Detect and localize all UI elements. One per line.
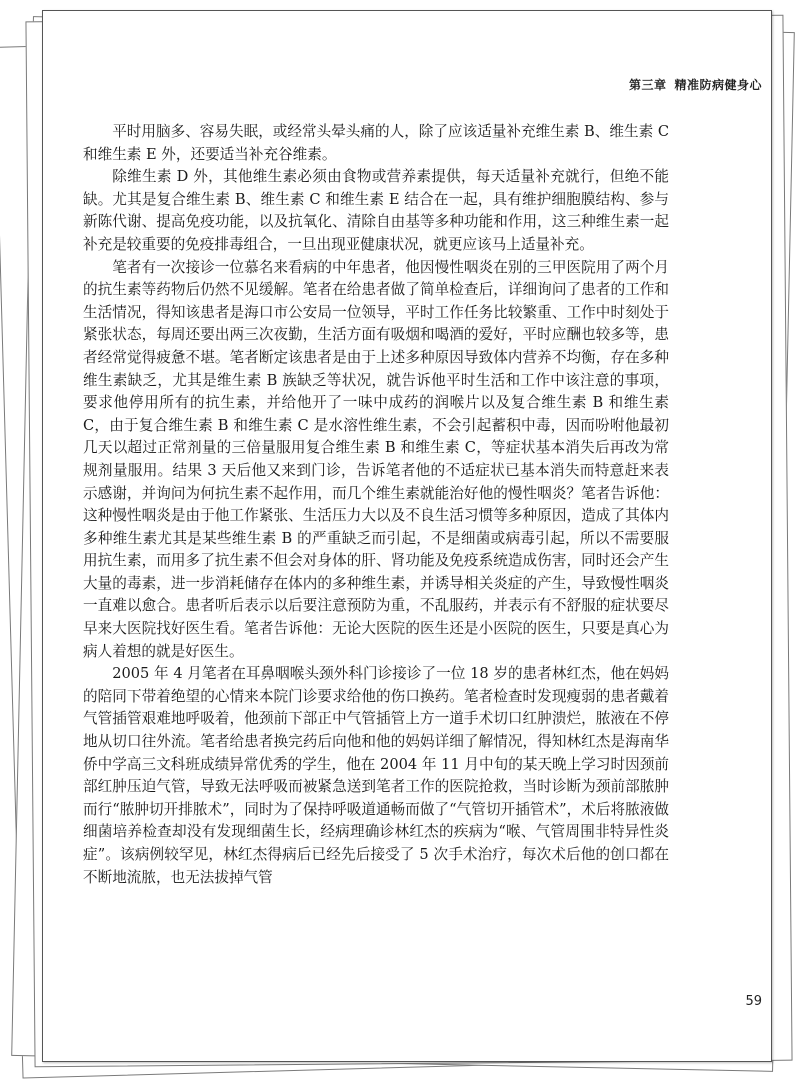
page-body	[83, 121, 669, 889]
paragraph: 平时用脑多、容易失眠，或经常头晕头痛的人，除了应该适量补充维生素 B、维生素 C 和维生素 E 外，还要适当补充谷维素。	[83, 123, 669, 163]
chapter-title: 精准防病健身心	[674, 78, 762, 92]
page-number: 59	[745, 994, 762, 1009]
chapter-number: 第三章	[628, 78, 667, 92]
paragraph: 笔者有一次接诊一位慕名来看病的中年患者，他因慢性咽炎在别的三甲医院用了两个月的抗生素等药物后仍然不见缓解。笔者在给患者做了简单检查后，详细询问了患者的工作和生活情况，得知该患者是海口市公安局一位领导，平时工作任务比较繁重、工作中时刻处于紧张状态，每周还要出两三次夜勤，生活方面有吸烟和喝酒的爱好，平时应酬也较多等，患者经常觉得疲惫不堪。笔者断定该患者是由于上述多种原因导致体内营养不均衡，存在多种维生素缺乏，尤其是维生素 B 族缺乏等状况，就告诉他平时生活和工作中该注意的事项，要求他停用所有的抗生素，并给他开了一味中成药的润喉片以及复合维生素 B 和维生素 C，由于复合维生素 B 和维生素 C 是水溶性维生素，不会引起蓄积中毒，因而吩咐他最初几天以超过正常剂量的三倍量服用复合维生素 B 和维生素 C，等症状基本消失后再改为常规剂量服用。结果 3 天后他又来到门诊，告诉笔者他的不适症状已基本消失而特意赶来表示感谢，并询问为何抗生素不起作用，而几个维生素就能治好他的慢性咽炎？笔者告诉他：这种慢性咽炎是由于他工作紧张、生活压力大以及不良生活习惯等多种原因，造成了其体内多种维生素尤其是某些维生素 B 的严重缺乏而引起，不是细菌或病毒引起，所以不需要服用抗生素，而用多了抗生素不但会对身体的肝、肾功能及免疫系统造成伤害，同时还会产生大量的毒素，进一步消耗储存在体内的多种维生素，并诱导相关炎症的产生，导致慢性咽炎一直难以愈合。患者听后表示以后要注意预防为重，不乱服药，并表示有不舒服的症状要尽早来大医院找好医生看。笔者告诉他：无论大医院的医生还是小医院的医生，只要是真心为病人着想的就是好医生。	[83, 258, 669, 660]
running-header	[629, 76, 762, 93]
paragraph: 2005 年 4 月笔者在耳鼻咽喉头颈外科门诊接诊了一位 18 岁的患者林红杰，他在妈妈的陪同下带着绝望的心情来本院门诊要求给他的伤口换药。笔者检查时发现瘦弱的患者戴着气管插管艰难地呼吸着，他颈前下部正中气管插管上方一道手术切口红肿溃烂，脓液在不停地从切口往外流。笔者给患者换完药后向他和他的妈妈详细了解情况，得知林红杰是海南华侨中学高三文科班成绩异常优秀的学生，他在 2004 年 11 月中旬的某天晚上学习时因颈前部红肿压迫气管，导致无法呼吸而被紧急送到笔者工作的医院抢救，当时诊断为颈前部脓肿而行“脓肿切开排脓术”，同时为了保持呼吸道通畅而做了“气管切开插管术”，术后将脓液做细菌培养检查却没有发现细菌生长，经病理确诊林红杰的疾病为“喉、气管周围非特异性炎症”。该病例较罕见，林红杰得病后已经先后接受了 5 次手术治疗，每次术后他的创口都在不断地流脓，也无法拔掉气管	[83, 665, 669, 886]
paragraph: 除维生素 D 外，其他维生素必须由食物或营养素提供，每天适量补充就行，但绝不能缺。尤其是复合维生素 B、维生素 C 和维生素 E 结合在一起，具有维护细胞膜结构、参与新陈代谢、提高免疫功能，以及抗氧化、清除自由基等多种功能和作用，这三种维生素一起补充是较重要的免疫排毒组合，一旦出现亚健康状况，就更应该马上适量补充。	[83, 168, 669, 253]
